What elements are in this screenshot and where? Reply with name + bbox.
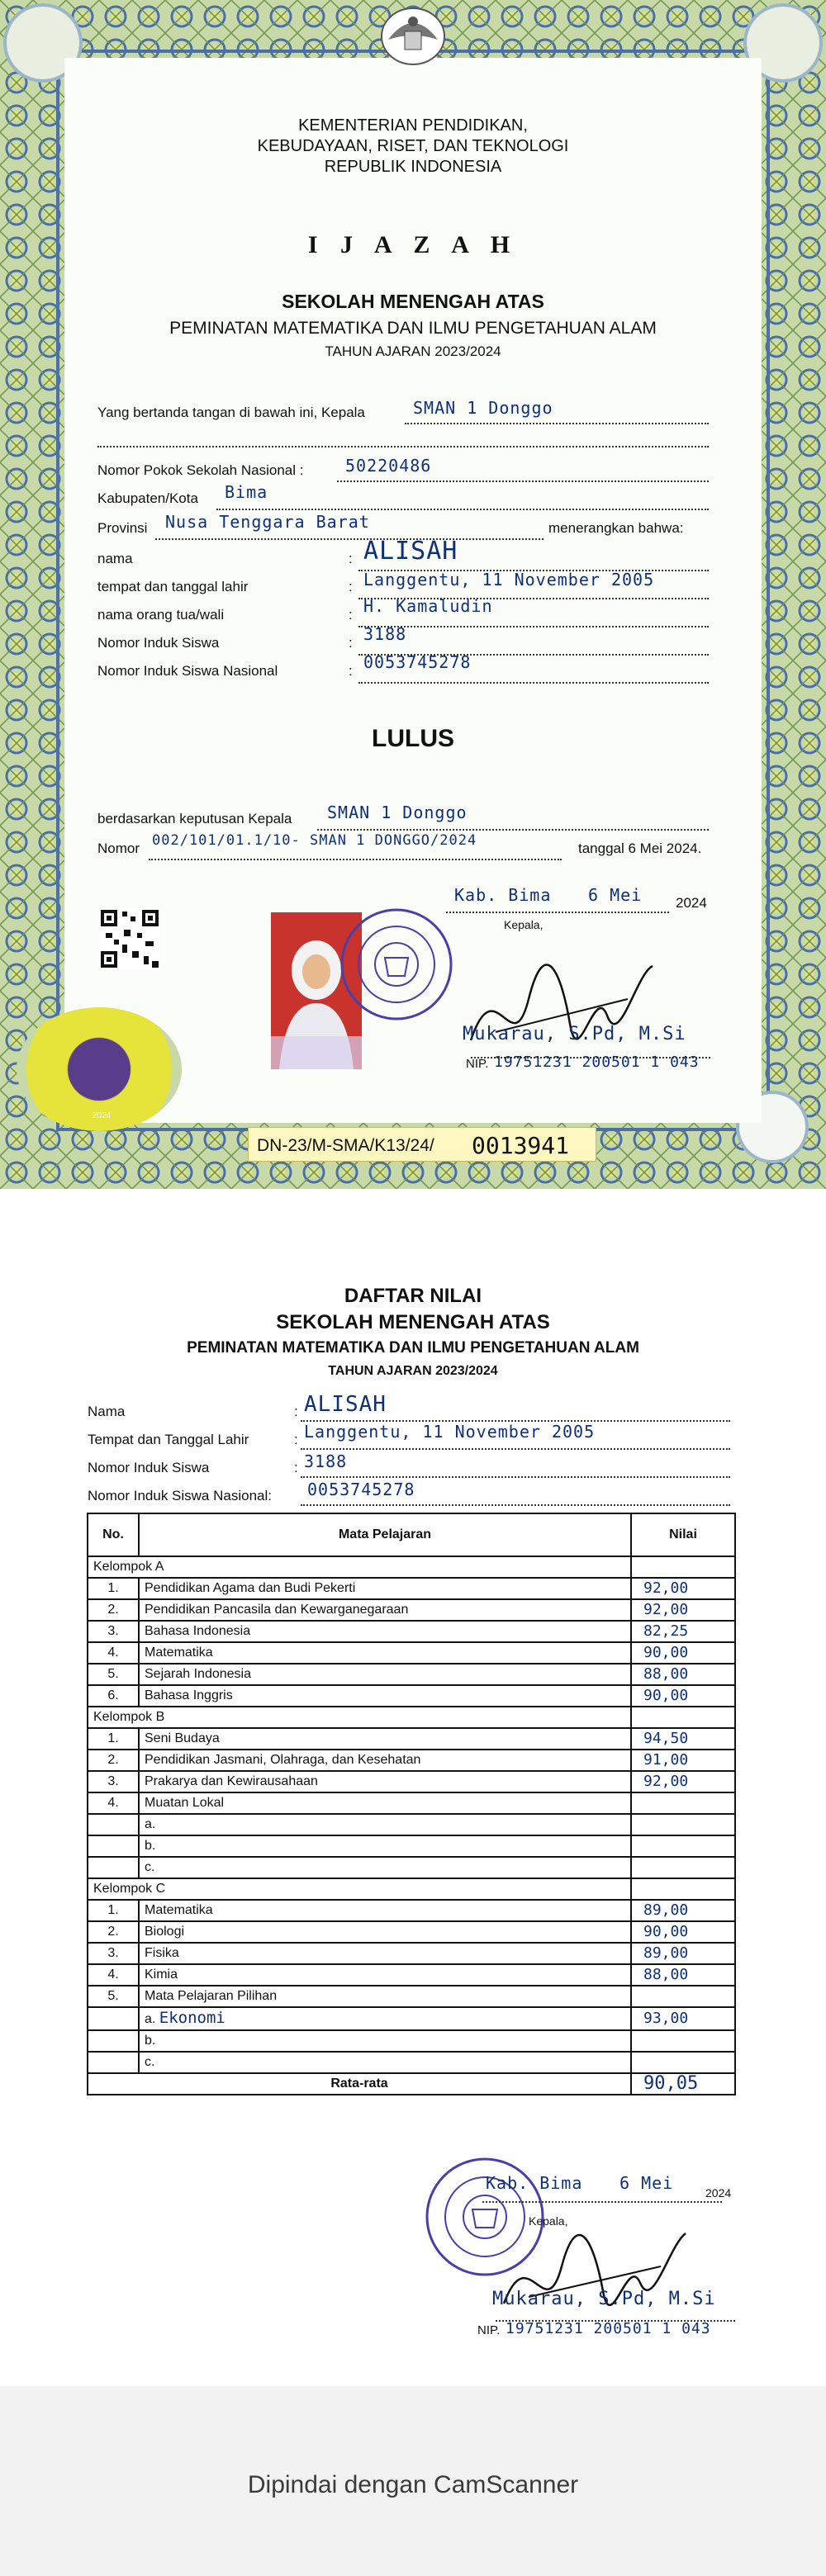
group-row <box>88 1878 735 1900</box>
group-row <box>88 1556 735 1578</box>
academic-year: TAHUN AJARAN 2023/2024 <box>325 343 501 359</box>
col-header-subject: Mata Pelajaran <box>139 1513 631 1556</box>
ministry-line-2: KEBUDAYAAN, RISET, DAN TEKNOLOGI <box>257 137 569 155</box>
group-row <box>88 1707 735 1728</box>
row-no: 2. <box>88 1921 139 1943</box>
row-score: 88,00 <box>631 1664 735 1685</box>
decision-date: tanggal 6 Mei 2024. <box>578 841 702 856</box>
transcript-school-level: SEKOLAH MENENGAH ATAS <box>276 1311 550 1333</box>
row-score: 82,25 <box>631 1621 735 1642</box>
field-label-birth: tempat dan tanggal lahir <box>97 579 249 594</box>
row-score: 92,00 <box>631 1578 735 1599</box>
row-no: 4. <box>88 1964 139 1986</box>
row-sub-letter: c. <box>139 2052 631 2073</box>
transcript-year: TAHUN AJARAN 2023/2024 <box>328 1364 498 1378</box>
intro-label: Yang bertanda tangan di bawah ini, Kepala <box>97 405 365 420</box>
field-line <box>301 1456 730 1478</box>
col-header-no: No. <box>88 1513 139 1556</box>
table-row <box>88 1621 735 1642</box>
t-label-name: Nama <box>88 1404 126 1419</box>
row-score: 89,00 <box>631 1900 735 1921</box>
row-subject: Pendidikan Jasmani, Olahraga, dan Kesehatan <box>139 1750 631 1771</box>
table-row <box>88 1578 735 1599</box>
table-row <box>88 1964 735 1986</box>
field-colon: : <box>349 635 353 651</box>
table-row <box>88 1814 735 1835</box>
table-row <box>88 1685 735 1707</box>
table-row <box>88 1792 735 1814</box>
row-no: 5. <box>88 1986 139 2007</box>
ministry-heading <box>0 116 826 178</box>
row-score: 90,00 <box>631 1642 735 1664</box>
sign-year: 2024 <box>676 895 707 911</box>
sign-day: 6 Mei <box>588 885 643 905</box>
ministry-line-3: REPUBLIK INDONESIA <box>324 158 502 176</box>
field-value-name: ALISAH <box>363 537 458 566</box>
transcript-title: DAFTAR NILAI <box>344 1285 482 1307</box>
row-subject: Pendidikan Agama dan Budi Pekerti <box>139 1578 631 1599</box>
province-label: Provinsi <box>97 520 148 536</box>
serial-prefix: DN-23/M-SMA/K13/24/ <box>257 1136 434 1155</box>
row-score: 93,00 <box>631 2007 735 2030</box>
row-subject: Pendidikan Pancasila dan Kewarganegaraan <box>139 1599 631 1621</box>
field-colon: : <box>349 551 353 566</box>
row-score <box>631 1792 735 1814</box>
regency-value: Bima <box>225 482 268 502</box>
field-label-nis: Nomor Induk Siswa <box>97 635 220 651</box>
t-sign-place: Kab. Bima <box>486 2173 583 2193</box>
certificate-title: I J A Z A H <box>307 231 519 258</box>
field-colon: : <box>349 663 353 679</box>
row-subject: Bahasa Indonesia <box>139 1621 631 1642</box>
field-colon: : <box>349 579 353 594</box>
row-subject: Sejarah Indonesia <box>139 1664 631 1685</box>
decision-label: berdasarkan keputusan Kepala <box>97 811 292 826</box>
row-no: 3. <box>88 1621 139 1642</box>
t-signer-nip: 19751231 200501 1 043 <box>506 2320 711 2337</box>
garuda-emblem-icon <box>380 7 446 66</box>
field-value-parent: H. Kamaludin <box>363 596 493 616</box>
table-row <box>88 1943 735 1964</box>
row-subject: Prakarya dan Kewirausahaan <box>139 1771 631 1792</box>
row-sub-letter: c. <box>139 1857 631 1878</box>
row-score: 89,00 <box>631 1943 735 1964</box>
t-label-birth: Tempat dan Tanggal Lahir <box>88 1432 249 1447</box>
col-header-score: Nilai <box>631 1513 735 1556</box>
table-row <box>88 1921 735 1943</box>
serial-number-box <box>248 1127 596 1162</box>
row-subject: Biologi <box>139 1921 631 1943</box>
table-row <box>88 2052 735 2073</box>
row-no: 1. <box>88 1900 139 1921</box>
field-value-nis: 3188 <box>363 624 407 644</box>
row-no: 6. <box>88 1685 139 1707</box>
number-label: Nomor <box>97 841 140 856</box>
regency-dotted-line <box>216 490 709 510</box>
table-row <box>88 1986 735 2007</box>
row-subject: Fisika <box>139 1943 631 1964</box>
t-value-nis: 3188 <box>304 1451 348 1471</box>
table-row <box>88 1835 735 1857</box>
row-sub-letter: a. <box>145 2012 156 2026</box>
scanner-footer-text: Dipindai dengan CamScanner <box>247 2471 579 2498</box>
row-no: 1. <box>88 1728 139 1750</box>
row-subject: Seni Budaya <box>139 1728 631 1750</box>
row-subject: Mata Pelajaran Pilihan <box>139 1986 631 2007</box>
table-row <box>88 1728 735 1750</box>
regency-label: Kabupaten/Kota <box>97 490 198 506</box>
npsn-label: Nomor Pokok Sekolah Nasional : <box>97 462 304 478</box>
average-score: 90,05 <box>631 2073 735 2095</box>
t-value-birth: Langgentu, 11 November 2005 <box>304 1422 596 1442</box>
group-label: Kelompok B <box>88 1707 631 1728</box>
row-elective <box>139 2007 631 2030</box>
sign-place: Kab. Bima <box>454 885 552 905</box>
row-score: 92,00 <box>631 1771 735 1792</box>
t-sign-year: 2024 <box>705 2186 732 2200</box>
row-subject: Muatan Lokal <box>139 1792 631 1814</box>
row-score: 90,00 <box>631 1921 735 1943</box>
ijazah-certificate <box>0 0 826 1189</box>
field-value-birth: Langgentu, 11 November 2005 <box>363 570 655 590</box>
states-label: menerangkan bahwa: <box>548 520 684 536</box>
row-subject: Bahasa Inggris <box>139 1685 631 1707</box>
t-sign-day: 6 Mei <box>620 2173 674 2193</box>
table-row <box>88 1857 735 1878</box>
row-subject: Matematika <box>139 1642 631 1664</box>
field-label-nisn: Nomor Induk Siswa Nasional <box>97 663 278 679</box>
t-nip-label: NIP. <box>477 2323 501 2337</box>
ministry-line-1: KEMENTERIAN PENDIDIKAN, <box>298 116 528 135</box>
row-no: 2. <box>88 1599 139 1621</box>
row-no: 2. <box>88 1750 139 1771</box>
decision-number: 002/101/01.1/10- SMAN 1 DONGGO/2024 <box>152 832 477 849</box>
specialization: PEMINATAN MATEMATIKA DAN ILMU PENGETAHUAN ALAM <box>169 319 657 338</box>
qr-code-icon <box>99 908 160 969</box>
row-no: 3. <box>88 1943 139 1964</box>
serial-number: 0013941 <box>472 1132 570 1159</box>
graduation-result: LULUS <box>372 725 454 752</box>
table-row <box>88 1750 735 1771</box>
blank-dotted-line <box>97 431 709 447</box>
row-score: 94,50 <box>631 1728 735 1750</box>
table-row <box>88 2007 735 2030</box>
table-row <box>88 2030 735 2052</box>
npsn-value: 50220486 <box>345 456 432 476</box>
row-subject: Kimia <box>139 1964 631 1986</box>
average-label: Rata-rata <box>88 2073 631 2095</box>
row-sub-letter: b. <box>139 1835 631 1857</box>
table-row <box>88 1900 735 1921</box>
field-value-nisn: 0053745278 <box>363 652 472 672</box>
group-label: Kelompok A <box>88 1556 631 1578</box>
field-colon: : <box>349 607 353 623</box>
field-colon: : <box>294 1432 298 1447</box>
row-subject: Matematika <box>139 1900 631 1921</box>
row-score: 91,00 <box>631 1750 735 1771</box>
grades-table <box>87 1513 736 2095</box>
elective-subject: Ekonomi <box>159 2009 225 2027</box>
table-header-row <box>88 1513 735 1556</box>
head-label: Kepala, <box>504 918 544 931</box>
table-row <box>88 1771 735 1792</box>
signer-name: Mukarau, S.Pd, M.Si <box>463 1024 686 1044</box>
row-score: 92,00 <box>631 1599 735 1621</box>
transcript-specialization: PEMINATAN MATEMATIKA DAN ILMU PENGETAHUAN ALAM <box>187 1339 639 1357</box>
table-row <box>88 1664 735 1685</box>
school-level: SEKOLAH MENENGAH ATAS <box>282 291 544 312</box>
nip-label: NIP. <box>466 1057 489 1071</box>
table-row <box>88 1642 735 1664</box>
field-label-parent: nama orang tua/wali <box>97 607 225 623</box>
hologram-year: 2024 <box>93 1111 112 1120</box>
row-no: 4. <box>88 1792 139 1814</box>
t-value-name: ALISAH <box>304 1392 387 1417</box>
field-colon: : <box>294 1404 298 1419</box>
province-value: Nusa Tenggara Barat <box>165 512 370 532</box>
signer-nip: 19751231 200501 1 043 <box>494 1054 700 1071</box>
field-colon: : <box>294 1460 298 1475</box>
school-stamp-icon <box>339 907 454 1022</box>
row-no: 5. <box>88 1664 139 1685</box>
decision-school: SMAN 1 Donggo <box>327 803 468 822</box>
t-label-nis: Nomor Induk Siswa <box>88 1460 210 1475</box>
row-score: 90,00 <box>631 1685 735 1707</box>
table-row <box>88 1599 735 1621</box>
group-label: Kelompok C <box>88 1878 631 1900</box>
average-row <box>88 2073 735 2095</box>
row-sub-letter: a. <box>139 1814 631 1835</box>
t-signer-name: Mukarau, S.Pd, M.Si <box>492 2289 716 2309</box>
t-head-label: Kepala, <box>529 2214 568 2228</box>
row-no: 3. <box>88 1771 139 1792</box>
t-label-nisn: Nomor Induk Siswa Nasional: <box>88 1488 272 1503</box>
t-value-nisn: 0053745278 <box>307 1480 415 1499</box>
row-score: 88,00 <box>631 1964 735 1986</box>
row-no: 4. <box>88 1642 139 1664</box>
field-label-name: nama <box>97 551 133 566</box>
school-name-handwritten: SMAN 1 Donggo <box>413 398 553 418</box>
row-no: 1. <box>88 1578 139 1599</box>
row-sub-letter: b. <box>139 2030 631 2052</box>
